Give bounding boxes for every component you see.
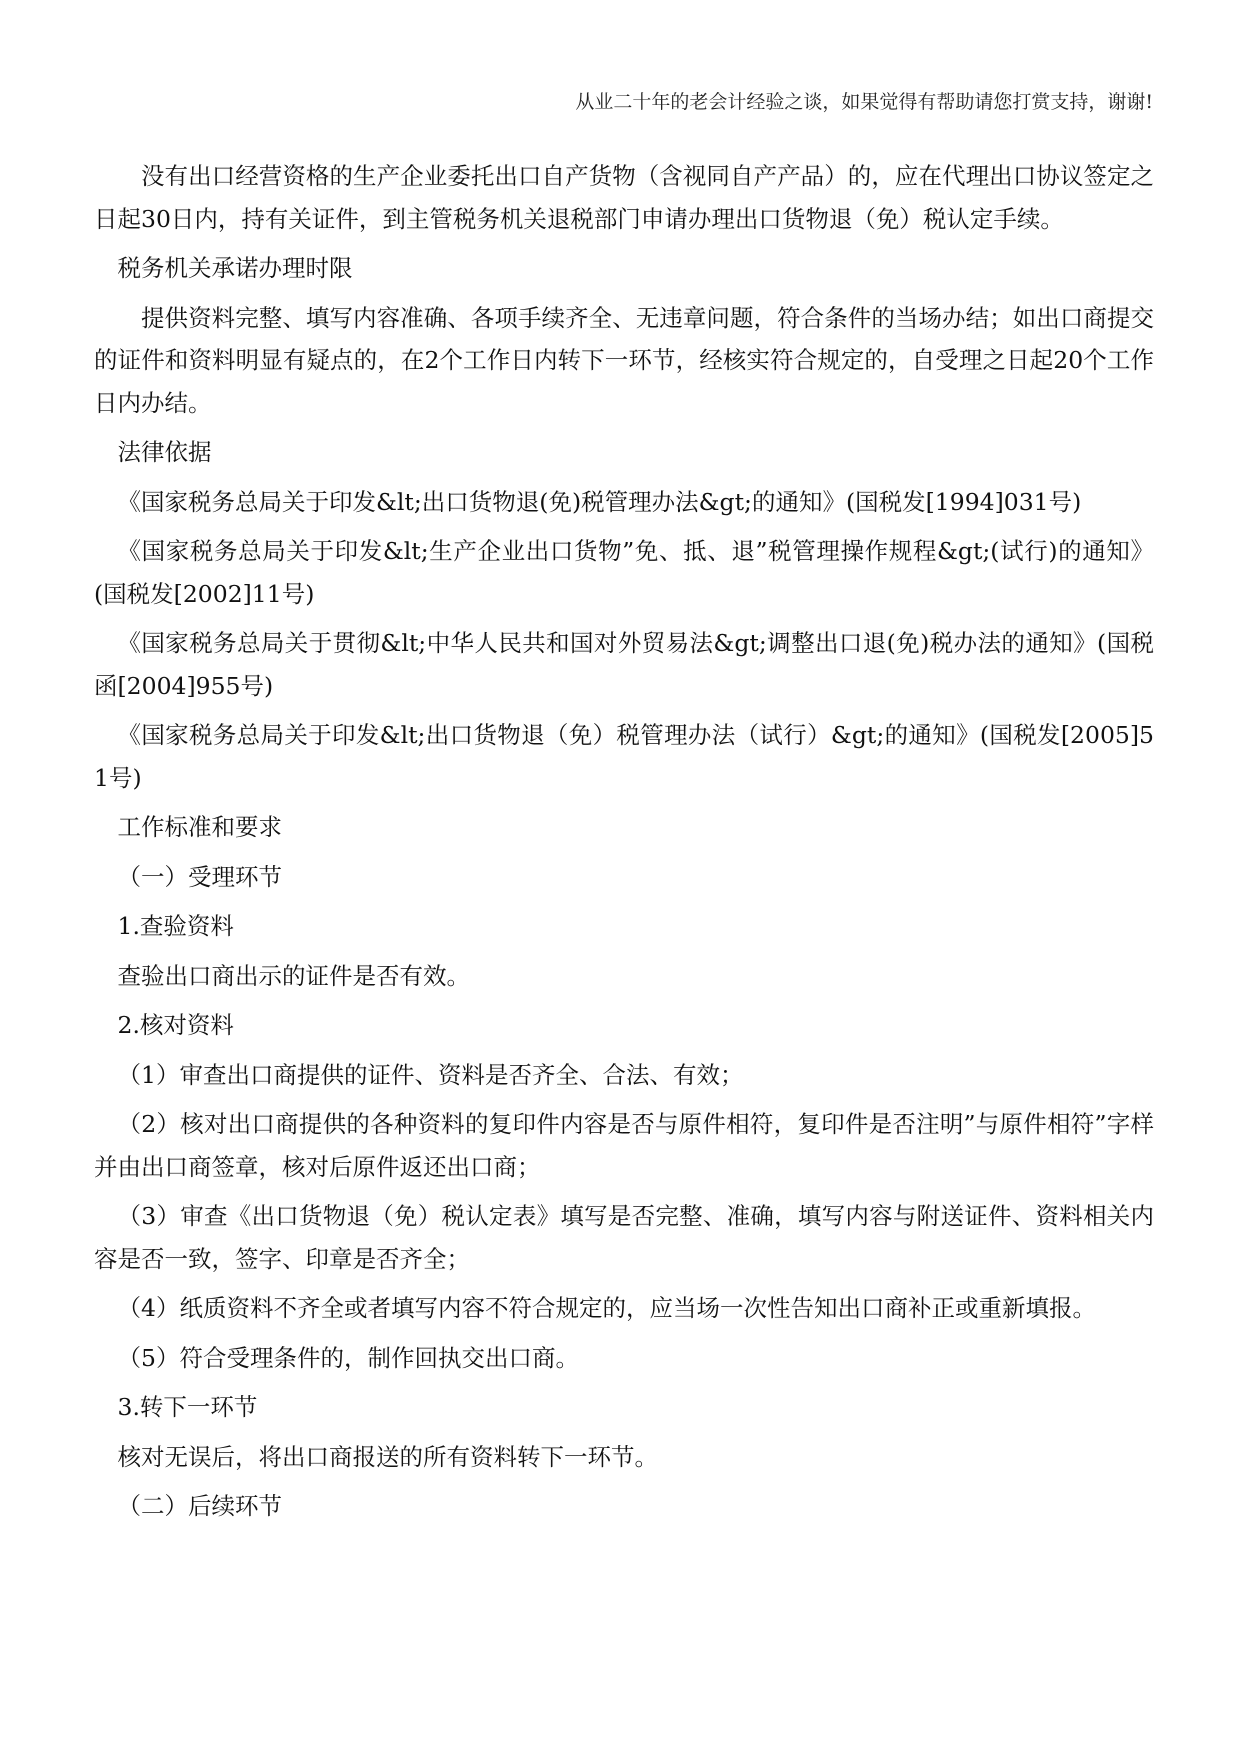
paragraph: 核对无误后，将出口商报送的所有资料转下一环节。	[117, 1442, 658, 1471]
step-heading: 2.核对资料	[117, 1011, 234, 1039]
paragraph: 没有出口经营资格的生产企业委托出口自产货物（含视同自产产品）的，应在代理出口协议签定之日起30日内，持有关证件，到主管税务机关退税部门申请办理出口货物退（免）税认定手续。	[94, 162, 1154, 233]
section-heading: 法律依据	[117, 438, 212, 466]
subsection-heading: （一）受理环节	[117, 862, 282, 891]
section-heading: 税务机关承诺办理时限	[117, 254, 353, 282]
list-item: （3）审查《出口货物退（免）税认定表》填写是否完整、准确，填写内容与附送证件、资料相关内容是否一致，签字、印章是否齐全；	[94, 1202, 1154, 1273]
legal-reference: 《国家税务总局关于贯彻&lt;中华人民共和国对外贸易法&gt;调整出口退(免)税办法的通知》(国税函[2004]955号)	[94, 629, 1154, 700]
paragraph: 提供资料完整、填写内容准确、各项手续齐全、无违章问题，符合条件的当场办结；如出口商提交的证件和资料明显有疑点的，在2个工作日内转下一环节，经核实符合规定的，自受理之日起20个工作日内办结。	[94, 303, 1154, 417]
legal-reference: 《国家税务总局关于印发&lt;生产企业出口货物”免、抵、退”税管理操作规程&gt;(试行)的通知》(国税发[2002]11号)	[94, 537, 1154, 608]
subsection-heading: （二）后续环节	[117, 1492, 282, 1520]
list-item: （5）符合受理条件的，制作回执交出口商。	[117, 1343, 579, 1372]
step-heading: 3.转下一环节	[117, 1393, 258, 1421]
list-item: （1）审查出口商提供的证件、资料是否齐全、合法、有效；	[117, 1060, 744, 1089]
legal-reference: 《国家税务总局关于印发&lt;出口货物退(免)税管理办法&gt;的通知》(国税发[1994]031号)	[117, 487, 1082, 516]
document-body	[94, 155, 1154, 1535]
legal-reference: 《国家税务总局关于印发&lt;出口货物退（免）税管理办法（试行）&gt;的通知》(国税发[2005]51号)	[94, 721, 1154, 792]
paragraph: 查验出口商出示的证件是否有效。	[117, 961, 470, 990]
list-item: （4）纸质资料不齐全或者填写内容不符合规定的，应当场一次性告知出口商补正或重新填报。	[117, 1294, 1096, 1322]
list-item: （2）核对出口商提供的各种资料的复印件内容是否与原件相符，复印件是否注明”与原件相符”字样并由出口商签章，核对后原件返还出口商；	[94, 1110, 1154, 1181]
section-heading: 工作标准和要求	[117, 813, 282, 841]
header-note: 从业二十年的老会计经验之谈，如果觉得有帮助请您打赏支持，谢谢!	[575, 91, 1153, 113]
step-heading: 1.查验资料	[117, 912, 234, 940]
